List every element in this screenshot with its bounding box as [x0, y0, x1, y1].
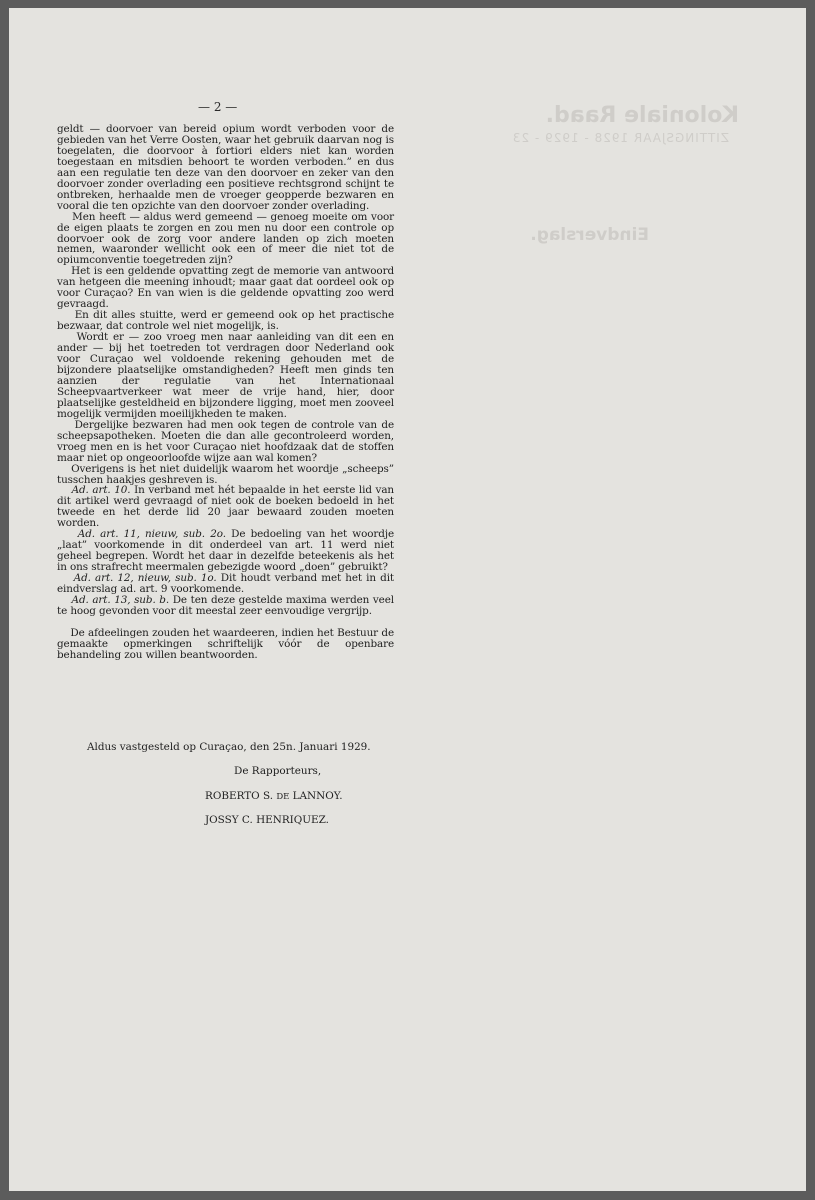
bleed-title: Koloniale Raad. [545, 103, 739, 128]
paragraph-text: Dergelijke bezwaren had men ook tegen de controle van de scheepsapotheken. Moeten die dan alle gecontroleerd worden, vroeg men en is het voor Curaçao niet hoofdzaak dat de stoffen maar niet op ongeoorloofde wijze aan wal komen? [57, 418, 394, 464]
bleed-heading: Eindverslag. [530, 225, 649, 245]
signatory-2: JOSSY C. HENRIQUEZ. [205, 814, 329, 826]
paragraph-text: In verband met hét bepaalde in het eerste lid van dit artikel werd gevraagd of niet ook de boeken bedoeld in het tweede en het derde lid 20 jaar bewaard zouden moeten worden. [57, 484, 395, 530]
paragraph-text: geldt — doorvoer van bereid opium wordt verboden voor de gebieden van het Verre Oosten, waar het gebruik daarvan nog is toegelaten, die doorvoor à fortiori elders niet kan worden toegestaan en mitsdien behoort te worden verboden.” en dus aan een regulatie ten deze van den doorvoer en zeker van den doorvoer zonder overlading een positieve rechtsgrond schijnt te ontbreken, herhaalde men de vroeger geopperde bezwaren en vooral die ten opzichte van den doorvoer zonder overlading. [57, 123, 394, 212]
paragraph [57, 573, 394, 595]
paragraph [57, 628, 394, 661]
paragraph-text: Overigens is het niet duidelijk waarom het woordje „scheeps” tusschen haakjes geshreven is. [57, 462, 395, 486]
paragraph-text: Het is een geldende opvatting zegt de memorie van antwoord van hetgeen die meening inhoudt; maar gaat dat oordeel ook op voor Curaçao? En van wien is die geldende opvatting zoo werd gevraagd. [57, 265, 395, 311]
body-text [57, 124, 394, 661]
paragraph [57, 124, 394, 212]
paragraph-text: Dit houdt verband met het in dit eindverslag ad. art. 9 voorkomende. [57, 572, 395, 596]
paragraph [57, 595, 394, 617]
signatory-1 [205, 790, 605, 802]
paragraph-text: Wordt er — zoo vroeg men naar aanleiding van dit een en ander — bij het toetreden tot verdragen door Nederland ook voor Curaçao wel voldoende rekening gehouden met de bijzondere plaatselijke omstandigheden? Heeft men ginds ten aanzien der regulatie van het Internationaal Scheepvaartverkeer wat meer de vrije hand, hier, door plaatselijke gesteldheid en bijzondere ligging, moet men zooveel mogelijk vermijden moeilijkheden te maken. [57, 331, 395, 420]
paragraph [57, 420, 394, 464]
paragraph [57, 310, 394, 332]
paragraph [57, 485, 394, 529]
signatory-1-name: ROBERTO S. [205, 790, 277, 802]
article-label: Ad. art. 12, nieuw, sub. 1o. [73, 572, 217, 585]
article-label: Ad. art. 10. [71, 484, 131, 497]
bleed-subtitle: ZITTINGSJAAR 1928 - 1929 - 23 [511, 131, 729, 145]
paragraph [57, 464, 394, 486]
paragraph-text: Men heeft — aldus werd gemeend — genoeg moeite om voor de eigen plaats te zorgen en zou men nu door een controle op doorvoer ook de zorg voor andere landen op zich moeten nemen, waaronder wellicht ook een of meer die niet tot de opiumconventie toegetreden zijn? [57, 210, 395, 267]
page-number: — 2 — [198, 100, 238, 114]
signatory-1-surname: LANNOY. [289, 790, 343, 802]
article-label: Ad. art. 11, nieuw, sub. 2o. [77, 528, 226, 541]
paragraph [57, 529, 394, 573]
article-label: Ad. art. 13, sub. b. [71, 593, 170, 606]
paragraph-text: De ten deze gestelde maxima werden veel te hoog gevonden voor dit meestal zeer eenvoudige vergrijp. [57, 593, 394, 617]
paragraph-text: De bedoeling van het woordje „laat” voorkomende in dit onderdeel van art. 11 werd niet geheel begrepen. Wordt het daar in dezelfde beteekenis als het in ons strafrecht meermalen gebezigde woord „doen” gebruikt? [57, 528, 394, 574]
closing-line: Aldus vastgesteld op Curaçao, den 25n. Januari 1929. [87, 741, 371, 753]
paragraph-text: De afdeelingen zouden het waardeeren, indien het Bestuur de gemaakte opmerkingen schriftelijk vóór de openbare behandeling zou willen beantwoorden. [57, 626, 394, 661]
signatory-1-particle: DE [276, 792, 290, 802]
rapporteurs-label: De Rapporteurs, [234, 765, 322, 777]
paragraph [57, 266, 394, 310]
paragraph [57, 332, 394, 420]
paragraph [57, 212, 394, 267]
paragraph-text: En dit alles stuitte, werd er gemeend ook op het practische bezwaar, dat controle wel niet mogelijk, is. [57, 309, 394, 333]
